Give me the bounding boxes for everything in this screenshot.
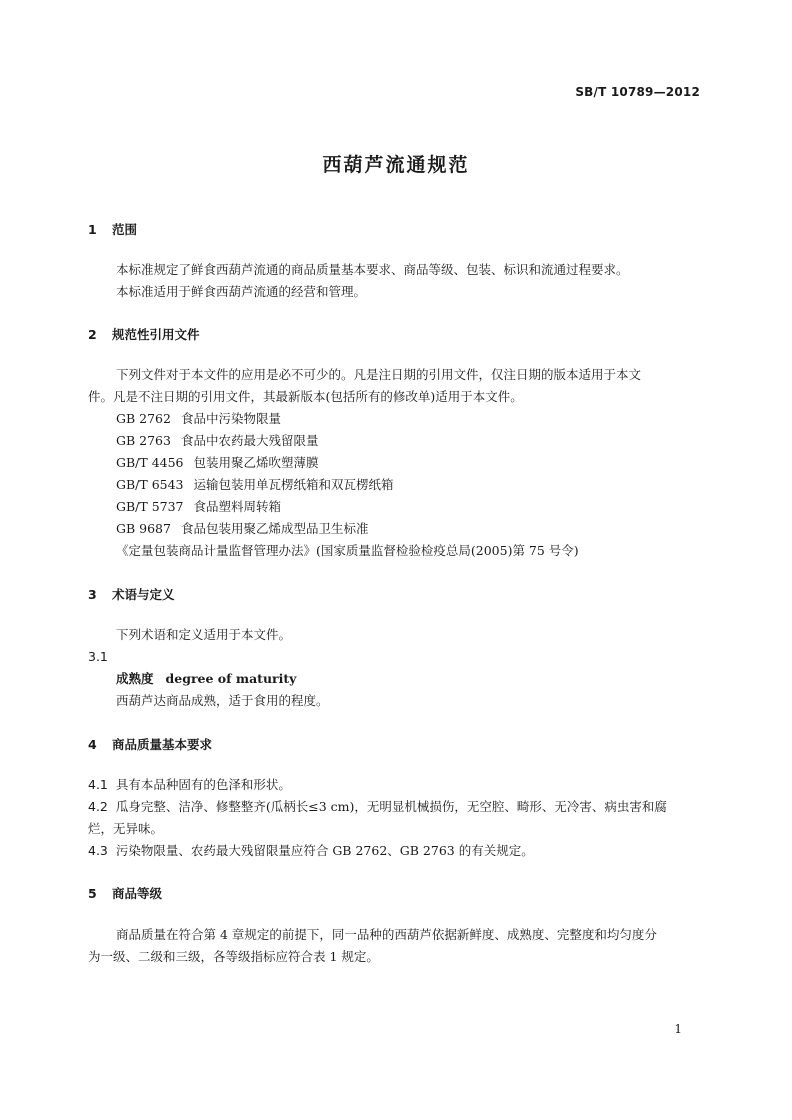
section-number: 1: [88, 222, 97, 237]
section-4-heading: [88, 735, 212, 753]
clause-4-1: [88, 774, 704, 795]
reference-title: 食品中污染物限量: [180, 411, 281, 426]
reference-code: GB/T 4456: [116, 455, 184, 470]
term-english: degree of maturity: [165, 671, 297, 686]
reference-title: 食品塑料周转箱: [193, 499, 282, 514]
clause-text: 具有本品种固有的色泽和形状。: [115, 777, 291, 792]
section-number: 4: [88, 737, 97, 752]
reference-title: 食品包装用聚乙烯成型品卫生标准: [180, 521, 369, 536]
section-title: 商品质量基本要求: [112, 737, 213, 752]
document-title: 西葫芦流通规范: [322, 154, 470, 176]
reference-code: GB 2763: [116, 433, 171, 448]
section-1-heading: [88, 220, 137, 238]
section-2-heading: [88, 325, 200, 343]
section-1-paragraph-1: 本标准规定了鲜食西葫芦流通的商品质量基本要求、商品等级、包装、标识和流通过程要求。: [116, 262, 629, 277]
section-3-intro: 下列术语和定义适用于本文件。: [116, 627, 292, 642]
section-5-heading: [88, 884, 162, 902]
reference-item: [88, 430, 732, 451]
section-number: 3: [88, 587, 97, 602]
section-5-paragraph-line-2: 为一级、二级和三级，各等级指标应符合表 1 规定。: [88, 949, 379, 964]
section-title: 范围: [112, 222, 138, 237]
reference-item: [88, 518, 732, 539]
clause-4-2-continuation: 烂，无异味。: [88, 821, 164, 836]
section-2-intro-line-2: 件。凡是不注日期的引用文件，其最新版本(包括所有的修改单)适用于本文件。: [88, 389, 523, 404]
standard-number: SB/T 10789—2012: [575, 85, 700, 99]
section-number: 5: [88, 886, 97, 901]
reference-item: [88, 408, 732, 429]
section-number: 2: [88, 327, 97, 342]
section-1-paragraph-2: 本标准适用于鲜食西葫芦流通的经营和管理。: [116, 284, 367, 299]
section-3-heading: [88, 585, 175, 603]
clause-number: 3.1: [88, 649, 108, 664]
reference-item: [88, 496, 732, 517]
clause-number: 4.1: [88, 777, 108, 792]
regulation-reference: 《定量包装商品计量监督管理办法》(国家质量监督检验检疫总局(2005)第 75 号令): [116, 543, 579, 558]
reference-item: [88, 452, 732, 473]
section-5-paragraph-line-1: 商品质量在符合第 4 章规定的前提下，同一品种的西葫芦依据新鲜度、成熟度、完整度和均匀度分: [116, 927, 657, 942]
reference-code: GB/T 6543: [116, 477, 184, 492]
reference-code: GB 9687: [116, 521, 171, 536]
clause-text: 污染物限量、农药最大残留限量应符合 GB 2762、GB 2763 的有关规定。: [115, 843, 534, 858]
clause-4-2: [88, 796, 704, 817]
reference-title: 包装用聚乙烯吹塑薄膜: [193, 455, 319, 470]
term-chinese: 成熟度: [116, 671, 154, 686]
reference-item: [88, 474, 732, 495]
section-2-intro-line-1: 下列文件对于本文件的应用是必不可少的。凡是注日期的引用文件，仅注日期的版本适用于本文: [116, 367, 642, 382]
clause-number: 4.2: [88, 799, 108, 814]
reference-title: 运输包装用单瓦楞纸箱和双瓦楞纸箱: [193, 477, 394, 492]
reference-title: 食品中农药最大残留限量: [180, 433, 319, 448]
reference-code: GB/T 5737: [116, 499, 184, 514]
clause-text: 瓜身完整、洁净、修整整齐(瓜柄长≤3 cm)，无明显机械损伤，无空腔、畸形、无冷害、病虫害和腐: [115, 799, 667, 814]
term-entry: [88, 668, 732, 689]
reference-code: GB 2762: [116, 411, 171, 426]
section-title: 规范性引用文件: [112, 327, 200, 342]
term-definition: 西葫芦达商品成熟，适于食用的程度。: [116, 693, 329, 708]
page-number: 1: [674, 1022, 682, 1036]
section-title: 术语与定义: [112, 587, 175, 602]
section-title: 商品等级: [112, 886, 163, 901]
clause-number: 4.3: [88, 843, 108, 858]
clause-4-3: [88, 840, 704, 861]
